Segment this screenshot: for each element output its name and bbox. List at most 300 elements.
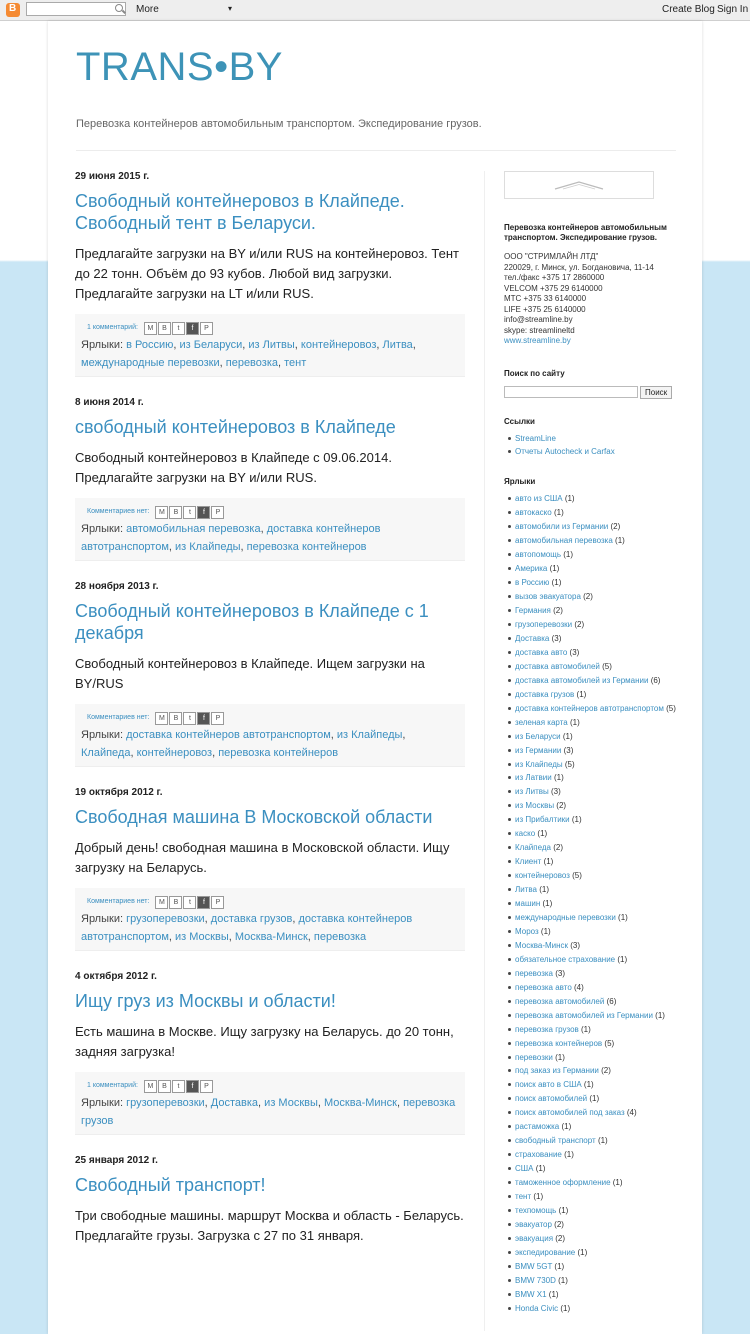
post-label-link[interactable]: контейнеровоз bbox=[136, 747, 213, 759]
share-email-icon[interactable]: M bbox=[155, 506, 168, 519]
share-blog-icon[interactable]: B bbox=[169, 506, 182, 519]
sidebar-label-item[interactable] bbox=[508, 716, 679, 730]
site-description: Перевозка контейнеров автомобильным транспортом. Экспедирование грузов. bbox=[76, 118, 482, 130]
sidebar-label-link[interactable]: BMW 730D bbox=[515, 1275, 556, 1285]
sidebar-label-count: (1) bbox=[553, 508, 564, 518]
post-labels: Ярлыки: в Россию, из Беларуси, из Литвы, контейнеровоз, Литва, международные перевозки, перевозка, тент bbox=[81, 339, 416, 369]
company-contact-line: LIFE +375 25 6140000 bbox=[504, 304, 586, 314]
labels-list bbox=[504, 492, 679, 1315]
sidebar-label-count: (1) bbox=[555, 1052, 565, 1062]
sidebar-label-link[interactable]: из Москвы bbox=[515, 801, 555, 811]
labels-prefix: Ярлыки: bbox=[81, 913, 124, 925]
company-contact-line: МТС +375 33 6140000 bbox=[504, 294, 587, 303]
sidebar-label-count: (6) bbox=[650, 675, 661, 685]
blog-post bbox=[75, 787, 465, 951]
sidebar-label-link[interactable]: свободный транспорт bbox=[515, 1136, 596, 1146]
post-date: 25 января 2012 г. bbox=[75, 1155, 158, 1166]
post-label-link[interactable]: доставка контейнеров автотранспортом bbox=[126, 729, 331, 741]
share-pinterest-icon[interactable]: P bbox=[211, 506, 224, 519]
sidebar-label-link[interactable]: в Россию bbox=[515, 578, 550, 588]
sidebar-label-count: (1) bbox=[549, 564, 560, 574]
sidebar-label-count: (2) bbox=[555, 1233, 566, 1243]
sidebar-label-link[interactable]: из Литвы bbox=[515, 787, 549, 797]
share-twitter-icon[interactable]: t bbox=[183, 712, 196, 725]
navbar-search-input[interactable] bbox=[26, 2, 126, 16]
sidebar-label-link[interactable]: техпомощь bbox=[515, 1206, 557, 1216]
sidebar-label-count: (1) bbox=[563, 550, 574, 560]
sidebar-label-item[interactable] bbox=[508, 646, 679, 660]
post-body: Предлагайте загрузки на BY и/или RUS на контейнеровоз. Тент до 22 тонн. Объём до 93 кубов. Любой вид загрузки. Предлагайте загрузки на LT и/или RUS. bbox=[75, 246, 459, 301]
sidebar-label-count: (1) bbox=[569, 717, 580, 727]
sidebar-label-count: (2) bbox=[556, 801, 567, 811]
share-twitter-icon[interactable]: t bbox=[172, 1080, 185, 1093]
sidebar-label-link[interactable]: вызов эвакуатора bbox=[515, 592, 581, 602]
sidebar-label-link[interactable]: перевозка грузов bbox=[515, 1024, 579, 1034]
sidebar-label-item[interactable] bbox=[508, 1274, 679, 1288]
sidebar-search-button[interactable]: Поиск bbox=[640, 386, 672, 399]
sidebar-label-item[interactable] bbox=[508, 799, 679, 813]
comments-link[interactable]: Комментариев нет: bbox=[87, 508, 150, 515]
sidebar-label-count: (2) bbox=[554, 1219, 564, 1229]
sidebar-label-item[interactable] bbox=[508, 1064, 679, 1078]
sidebar-label-item[interactable] bbox=[508, 520, 679, 534]
sidebar-label-item[interactable] bbox=[508, 1162, 679, 1176]
sidebar-label-link[interactable]: из Прибалтики bbox=[515, 815, 570, 825]
sidebar-label-item[interactable] bbox=[508, 660, 679, 674]
post-footer bbox=[75, 314, 465, 377]
sidebar-label-item[interactable] bbox=[508, 911, 679, 925]
sidebar-label-item[interactable] bbox=[508, 995, 679, 1009]
sidebar-label-item[interactable] bbox=[508, 1092, 679, 1106]
sidebar-label-link[interactable]: экспедирование bbox=[515, 1247, 576, 1257]
sidebar-label-link[interactable]: поиск автомобилей под заказ bbox=[515, 1108, 625, 1118]
sidebar-label-link[interactable]: зеленая карта bbox=[515, 717, 568, 727]
share-email-icon[interactable]: M bbox=[155, 896, 168, 909]
sidebar-label-item[interactable] bbox=[508, 1051, 679, 1065]
sidebar-label-link[interactable]: доставка автомобилей bbox=[515, 661, 600, 671]
post-label-link[interactable]: Доставка bbox=[210, 1097, 259, 1109]
post-date: 8 июня 2014 г. bbox=[75, 397, 144, 408]
sidebar-label-count: (5) bbox=[602, 661, 612, 671]
company-contacts bbox=[504, 252, 679, 336]
sidebar-label-count: (1) bbox=[539, 885, 550, 895]
sidebar-label-count: (1) bbox=[560, 1303, 571, 1313]
post-footer bbox=[75, 704, 465, 767]
post-labels: Ярлыки: грузоперевозки, доставка грузов, доставка контейнеров автотранспортом, из Москвы, Москва-Минск, перевозка bbox=[81, 913, 413, 943]
blogger-logo-letter: B bbox=[9, 3, 17, 14]
sidebar-label-link[interactable]: доставка грузов bbox=[515, 689, 575, 699]
labels-prefix: Ярлыки: bbox=[81, 1097, 124, 1109]
post-label-link[interactable]: грузоперевозки bbox=[126, 913, 205, 925]
sidebar-label-item[interactable] bbox=[508, 841, 679, 855]
sidebar-label-item[interactable] bbox=[508, 883, 679, 897]
post-labels: Ярлыки: грузоперевозки, Доставка, из Москвы, Москва-Минск, перевозка грузов bbox=[81, 1097, 456, 1127]
sidebar-label-link[interactable]: из Латвии bbox=[515, 773, 552, 783]
sidebar-label-item[interactable] bbox=[508, 1190, 679, 1204]
sidebar-label-link[interactable]: Мороз bbox=[515, 926, 539, 936]
post-title-link[interactable]: Свободный контейнеровоз в Клайпеде. Свободный тент в Беларуси. bbox=[75, 191, 405, 233]
sidebar-label-link[interactable]: авто из США bbox=[515, 494, 563, 504]
post-labels: Ярлыки: доставка контейнеров автотранспортом, из Клайпеды, Клайпеда, контейнеровоз, перевозка контейнеров bbox=[81, 729, 406, 759]
blogger-logo-icon[interactable] bbox=[6, 3, 20, 17]
sidebar-label-link[interactable]: из Клайпеды bbox=[515, 759, 563, 769]
sidebar-label-link[interactable]: Литва bbox=[515, 885, 537, 895]
post-footer bbox=[75, 888, 465, 951]
post-label-link[interactable]: тент bbox=[284, 357, 307, 369]
blog-post bbox=[75, 971, 465, 1135]
sidebar-label-item[interactable] bbox=[508, 827, 679, 841]
sidebar-label-count: (1) bbox=[577, 1247, 588, 1257]
post-label-link[interactable]: из Клайпеды bbox=[336, 729, 403, 741]
sidebar-label-link[interactable]: Honda Civic bbox=[515, 1303, 559, 1313]
sidebar-label-item[interactable] bbox=[508, 953, 679, 967]
sidebar-label-link[interactable]: Клиент bbox=[515, 857, 542, 867]
blog-post bbox=[75, 1155, 465, 1246]
sidebar-label-item[interactable] bbox=[508, 604, 679, 618]
sidebar-label-count: (1) bbox=[583, 1080, 594, 1090]
sidebar-label-item[interactable] bbox=[508, 771, 679, 785]
post-date: 4 октября 2012 г. bbox=[75, 971, 157, 982]
sidebar-label-item[interactable] bbox=[508, 1232, 679, 1246]
post-label-link[interactable]: автомобильная перевозка bbox=[126, 523, 261, 535]
sidebar-link[interactable]: StreamLine bbox=[515, 433, 556, 443]
sidebar-label-link[interactable]: каско bbox=[515, 829, 536, 839]
sign-in-link[interactable]: Sign In bbox=[717, 4, 749, 15]
sidebar-label-link[interactable]: контейнеровоз bbox=[515, 871, 570, 881]
sidebar-label-item[interactable] bbox=[508, 967, 679, 981]
sidebar-label-link[interactable]: перевозка автомобилей из Германии bbox=[515, 1010, 653, 1020]
sidebar-label-count: (1) bbox=[543, 857, 554, 867]
sidebar-label-link[interactable]: перевозка автомобилей bbox=[515, 996, 605, 1006]
sidebar-label-link[interactable]: Москва-Минск bbox=[515, 940, 569, 950]
blog-post bbox=[75, 171, 465, 377]
sidebar-label-count: (1) bbox=[561, 1122, 572, 1132]
sidebar-label-link[interactable]: поиск авто в США bbox=[515, 1080, 582, 1090]
sidebar-label-link[interactable]: эвакуация bbox=[515, 1233, 554, 1243]
share-blog-icon[interactable]: B bbox=[158, 1080, 171, 1093]
share-blog-icon[interactable]: B bbox=[169, 896, 182, 909]
search-heading: Поиск по сайту bbox=[504, 368, 565, 378]
post-label-link[interactable]: из Москвы bbox=[264, 1097, 318, 1109]
sidebar-label-item[interactable] bbox=[508, 534, 679, 548]
sidebar-label-item[interactable] bbox=[508, 813, 679, 827]
post-title-link[interactable]: Ищу груз из Москвы и области! bbox=[75, 991, 336, 1011]
sidebar-label-count: (1) bbox=[655, 1010, 665, 1020]
sidebar-label-item[interactable] bbox=[508, 702, 679, 716]
sidebar-label-count: (1) bbox=[554, 1261, 565, 1271]
sidebar-label-item[interactable] bbox=[508, 1037, 679, 1051]
sidebar-label-link[interactable]: международные перевозки bbox=[515, 913, 616, 922]
comments-link[interactable]: 1 комментарий: bbox=[87, 324, 138, 331]
post-title-link[interactable]: Свободная машина В Московской области bbox=[75, 807, 433, 827]
sidebar-label-link[interactable]: автомобили из Германии bbox=[515, 522, 609, 532]
sidebar-label-item[interactable] bbox=[508, 1288, 679, 1302]
sidebar-label-item[interactable] bbox=[508, 1106, 679, 1120]
sidebar-label-link[interactable]: автопомощь bbox=[515, 550, 562, 560]
sidebar-label-link[interactable]: эвакуатор bbox=[515, 1219, 552, 1229]
sidebar-label-count: (1) bbox=[558, 1275, 568, 1285]
sidebar-label-count: (5) bbox=[604, 1038, 615, 1048]
post-footer bbox=[75, 498, 465, 561]
share-pinterest-icon[interactable]: P bbox=[211, 896, 224, 909]
sidebar-label-count: (2) bbox=[553, 606, 563, 616]
share-blog-icon[interactable]: B bbox=[169, 712, 182, 725]
sidebar-label-count: (1) bbox=[612, 1178, 623, 1188]
sidebar-label-link[interactable]: автомобильная перевозка bbox=[515, 536, 613, 546]
share-twitter-icon[interactable]: t bbox=[183, 896, 196, 909]
sidebar-label-link[interactable]: BMW 5GT bbox=[515, 1261, 553, 1271]
sidebar-label-count: (1) bbox=[548, 1289, 559, 1299]
labels-heading: Ярлыки bbox=[504, 477, 536, 487]
sidebar-label-link[interactable]: грузоперевозки bbox=[515, 619, 573, 629]
post-label-link[interactable]: контейнеровоз bbox=[300, 339, 377, 351]
sidebar-label-count: (1) bbox=[540, 926, 551, 936]
sidebar-label-item[interactable] bbox=[508, 925, 679, 939]
share-facebook-icon[interactable]: f bbox=[197, 896, 210, 909]
sidebar-label-item[interactable] bbox=[508, 548, 679, 562]
sidebar-label-item[interactable] bbox=[508, 1246, 679, 1260]
post-label-link[interactable]: Москва-Минск bbox=[324, 1097, 397, 1109]
blog-post bbox=[75, 581, 465, 767]
sidebar-label-link[interactable]: доставка авто bbox=[515, 647, 568, 657]
share-pinterest-icon[interactable]: P bbox=[200, 322, 213, 335]
post-label-link[interactable]: перевозка bbox=[225, 357, 278, 369]
sidebar-label-count: (3) bbox=[570, 940, 581, 950]
share-facebook-icon[interactable]: f bbox=[186, 322, 199, 335]
company-contact-line: 220029, г. Минск, ул. Богдановича, 11-14 bbox=[504, 262, 654, 272]
sidebar-label-item[interactable] bbox=[508, 939, 679, 953]
post-label-link[interactable]: доставка контейнеров автотранспортом bbox=[81, 913, 413, 943]
labels-prefix: Ярлыки: bbox=[81, 729, 124, 741]
sidebar-label-link[interactable]: машин bbox=[515, 899, 541, 909]
page-container bbox=[48, 21, 702, 1334]
share-pinterest-icon[interactable]: P bbox=[200, 1080, 213, 1093]
sidebar-label-link[interactable]: под заказ из Германии bbox=[515, 1066, 599, 1076]
sidebar-label-item[interactable] bbox=[508, 744, 679, 758]
sidebar-label-link[interactable]: таможенное оформление bbox=[515, 1178, 611, 1188]
comments-link[interactable]: Комментариев нет: bbox=[87, 898, 150, 905]
post-label-link[interactable]: перевозка контейнеров bbox=[246, 541, 367, 553]
sidebar-label-item[interactable] bbox=[508, 506, 679, 520]
sidebar-label-count: (3) bbox=[555, 968, 566, 978]
sidebar-label-item[interactable] bbox=[508, 1120, 679, 1134]
share-facebook-icon[interactable]: f bbox=[197, 506, 210, 519]
chevron-down-icon[interactable]: ▾ bbox=[228, 4, 233, 13]
company-contact-line: тел./факс +375 17 2860000 bbox=[504, 273, 605, 282]
post-body: Свободный контейнеровоз в Клайпеде. Ищем загрузки на BY/RUS bbox=[75, 656, 425, 691]
sidebar-label-item[interactable] bbox=[508, 981, 679, 995]
company-heading: Перевозка контейнеров автомобильным транспортом. Экспедирование грузов. bbox=[504, 223, 667, 242]
sidebar-label-item[interactable] bbox=[508, 1009, 679, 1023]
sidebar-label-count: (2) bbox=[574, 619, 585, 629]
sidebar-label-link[interactable]: из Германии bbox=[515, 745, 562, 755]
sidebar-label-item[interactable] bbox=[508, 576, 679, 590]
sidebar-label-item[interactable] bbox=[508, 730, 679, 744]
sidebar-label-link[interactable]: Клайпеда bbox=[515, 843, 551, 853]
search-icon[interactable] bbox=[115, 4, 123, 12]
sidebar-label-item[interactable] bbox=[508, 590, 679, 604]
sidebar-label-count: (1) bbox=[542, 899, 553, 909]
comments-link[interactable]: 1 комментарий: bbox=[87, 1082, 138, 1089]
post-label-link[interactable]: доставка грузов bbox=[210, 913, 293, 925]
company-contact-line: VELCOM +375 29 6140000 bbox=[504, 283, 603, 293]
sidebar-label-count: (1) bbox=[564, 494, 575, 504]
post-label-link[interactable]: перевозка bbox=[313, 931, 367, 943]
sidebar-label-link[interactable]: растаможка bbox=[515, 1122, 560, 1132]
sidebar-label-count: (3) bbox=[569, 647, 580, 657]
sidebar-label-count: (5) bbox=[572, 871, 582, 881]
sidebar-label-link[interactable]: перевозка авто bbox=[515, 982, 572, 992]
sidebar-label-link[interactable]: Германия bbox=[515, 606, 551, 616]
sidebar-label-item[interactable] bbox=[508, 1023, 679, 1037]
sidebar-label-link[interactable]: тент bbox=[515, 1192, 532, 1202]
sidebar-label-count: (3) bbox=[551, 633, 562, 643]
site-title[interactable]: TRANS•BY bbox=[76, 45, 283, 89]
post-title-link[interactable]: Свободный транспорт! bbox=[75, 1175, 266, 1195]
sidebar-label-item[interactable] bbox=[508, 492, 679, 506]
sidebar-label-item[interactable] bbox=[508, 1176, 679, 1190]
share-email-icon[interactable]: M bbox=[144, 322, 157, 335]
sidebar-label-count: (1) bbox=[589, 1094, 600, 1104]
post-label-link[interactable]: Клайпеда bbox=[81, 747, 131, 759]
sidebar-label-count: (1) bbox=[615, 536, 625, 546]
posts-column bbox=[75, 171, 465, 1266]
sidebar-label-count: (1) bbox=[618, 913, 628, 922]
sidebar-label-link[interactable]: обязательное страхование bbox=[515, 954, 616, 964]
sidebar-label-item[interactable] bbox=[508, 674, 679, 688]
post-label-link[interactable]: из Литвы bbox=[248, 339, 295, 351]
create-blog-link[interactable]: Create Blog bbox=[662, 4, 715, 15]
sidebar-label-link[interactable]: перевозка контейнеров bbox=[515, 1038, 603, 1048]
sidebar-label-item[interactable] bbox=[508, 618, 679, 632]
labels-prefix: Ярлыки: bbox=[81, 523, 124, 535]
sidebar-label-link[interactable]: доставка автомобилей из Германии bbox=[515, 675, 649, 685]
sidebar-label-link[interactable]: страхование bbox=[515, 1150, 562, 1160]
blog-post bbox=[75, 397, 465, 561]
sidebar-label-item[interactable] bbox=[508, 688, 679, 702]
sidebar-label-count: (1) bbox=[564, 1150, 574, 1160]
sidebar-label-count: (3) bbox=[563, 745, 574, 755]
sidebar-label-link[interactable]: автокаско bbox=[515, 508, 552, 518]
post-label-link[interactable]: перевозка контейнеров bbox=[218, 747, 339, 759]
sidebar-label-link[interactable]: доставка контейнеров автотранспортом bbox=[515, 703, 664, 713]
comments-link[interactable]: Комментариев нет: bbox=[87, 714, 150, 721]
sidebar-label-item[interactable] bbox=[508, 1204, 679, 1218]
post-title-link[interactable]: свободный контейнеровоз в Клайпеде bbox=[75, 417, 396, 437]
sidebar-label-count: (3) bbox=[550, 787, 561, 797]
sidebar-label-link[interactable]: Америка bbox=[515, 564, 548, 574]
header-divider bbox=[76, 150, 676, 151]
sidebar-link-item[interactable] bbox=[508, 445, 679, 459]
sidebar-label-count: (1) bbox=[553, 773, 564, 783]
post-body: Три свободные машины. маршрут Москва и область - Беларусь. Предлагайте грузы. Загрузка с 27 по 31 января. bbox=[75, 1208, 464, 1243]
sidebar-label-item[interactable] bbox=[508, 1218, 679, 1232]
sidebar-label-item[interactable] bbox=[508, 855, 679, 869]
sidebar-label-link[interactable]: Доставка bbox=[515, 633, 550, 643]
sidebar-label-count: (1) bbox=[535, 1164, 546, 1174]
company-site-link[interactable]: www.streamline.by bbox=[504, 336, 571, 345]
sidebar-label-link[interactable]: поиск автомобилей bbox=[515, 1094, 588, 1104]
labels-prefix: Ярлыки: bbox=[81, 339, 124, 351]
sidebar-label-count: (6) bbox=[606, 996, 617, 1006]
post-date: 29 июня 2015 г. bbox=[75, 171, 150, 182]
sidebar-label-item[interactable] bbox=[508, 785, 679, 799]
post-body: Свободный контейнеровоз в Клайпеде с 09.06.2014. Предлагайте загрузки на BY и/или RUS. bbox=[75, 450, 392, 485]
sidebar-label-count: (1) bbox=[537, 829, 548, 839]
post-title-link[interactable]: Свободный контейнеровоз в Клайпеде с 1 декабря bbox=[75, 601, 429, 643]
sidebar-label-item[interactable] bbox=[508, 897, 679, 911]
post-label-link[interactable]: из Беларуси bbox=[179, 339, 243, 351]
sidebar-logo-image[interactable] bbox=[504, 171, 654, 199]
sidebar-label-count: (1) bbox=[533, 1192, 544, 1202]
sidebar-label-count: (5) bbox=[666, 703, 676, 713]
sidebar-label-item[interactable] bbox=[508, 1148, 679, 1162]
sidebar-label-count: (1) bbox=[576, 689, 587, 699]
share-twitter-icon[interactable]: t bbox=[183, 506, 196, 519]
sidebar-label-count: (1) bbox=[581, 1024, 591, 1034]
post-label-link[interactable]: Литва bbox=[382, 339, 413, 351]
post-label-link[interactable]: из Клайпеды bbox=[175, 541, 241, 553]
sidebar-label-item[interactable] bbox=[508, 632, 679, 646]
sidebar-label-count: (2) bbox=[553, 843, 563, 853]
blogger-navbar bbox=[0, 0, 750, 21]
sidebar-label-item[interactable] bbox=[508, 1078, 679, 1092]
share-facebook-icon[interactable]: f bbox=[197, 712, 210, 725]
sidebar-label-count: (2) bbox=[610, 522, 621, 532]
share-email-icon[interactable]: M bbox=[144, 1080, 157, 1093]
share-email-icon[interactable]: M bbox=[155, 712, 168, 725]
post-body: Есть машина в Москве. Ищу загрузку на Беларусь. до 20 тонн, задняя загрузка! bbox=[75, 1024, 454, 1059]
post-label-link[interactable]: в Россию bbox=[126, 339, 174, 351]
sidebar-label-count: (4) bbox=[574, 982, 584, 992]
sidebar-label-count: (1) bbox=[597, 1136, 608, 1146]
sidebar-label-item[interactable] bbox=[508, 758, 679, 772]
share-facebook-icon[interactable]: f bbox=[186, 1080, 199, 1093]
share-twitter-icon[interactable]: t bbox=[172, 322, 185, 335]
sidebar-label-link[interactable]: из Беларуси bbox=[515, 731, 561, 741]
sidebar-label-link[interactable]: перевозка bbox=[515, 968, 553, 978]
sidebar-link[interactable]: Отчеты Autocheck и Carfax bbox=[515, 447, 615, 457]
share-pinterest-icon[interactable]: P bbox=[211, 712, 224, 725]
sidebar-label-item[interactable] bbox=[508, 1302, 679, 1316]
sidebar-label-item[interactable] bbox=[508, 1134, 679, 1148]
company-contact-line: ООО "СТРИМЛАЙН ЛТД" bbox=[504, 252, 599, 261]
post-label-link[interactable]: Москва-Минск bbox=[234, 931, 308, 943]
post-date: 28 ноября 2013 г. bbox=[75, 581, 159, 592]
sidebar-label-count: (2) bbox=[583, 592, 593, 602]
company-contact-line: info@streamline.by bbox=[504, 315, 573, 324]
sidebar-label-count: (1) bbox=[558, 1206, 569, 1216]
post-label-link[interactable]: из Москвы bbox=[175, 931, 229, 943]
share-blog-icon[interactable]: B bbox=[158, 322, 171, 335]
post-label-link[interactable]: грузоперевозки bbox=[126, 1097, 205, 1109]
post-label-link[interactable]: международные перевозки bbox=[81, 357, 220, 369]
sidebar-label-link[interactable]: США bbox=[515, 1164, 534, 1174]
sidebar-label-item[interactable] bbox=[508, 562, 679, 576]
sidebar-label-item[interactable] bbox=[508, 1260, 679, 1274]
sidebar-label-link[interactable]: BMW X1 bbox=[515, 1289, 547, 1299]
company-contact-line: skype: streamlineltd bbox=[504, 325, 575, 335]
sidebar-label-link[interactable]: перевозки bbox=[515, 1052, 553, 1062]
post-footer bbox=[75, 1072, 465, 1135]
sidebar-label-item[interactable] bbox=[508, 869, 679, 883]
post-label-link[interactable]: перевозка грузов bbox=[81, 1097, 456, 1127]
post-label-link[interactable]: доставка контейнеров автотранспортом bbox=[81, 523, 381, 553]
sidebar bbox=[504, 171, 679, 1316]
sidebar-search-input[interactable] bbox=[504, 386, 638, 398]
sidebar-link-item[interactable] bbox=[508, 432, 679, 446]
more-menu-button[interactable]: More bbox=[136, 4, 159, 15]
